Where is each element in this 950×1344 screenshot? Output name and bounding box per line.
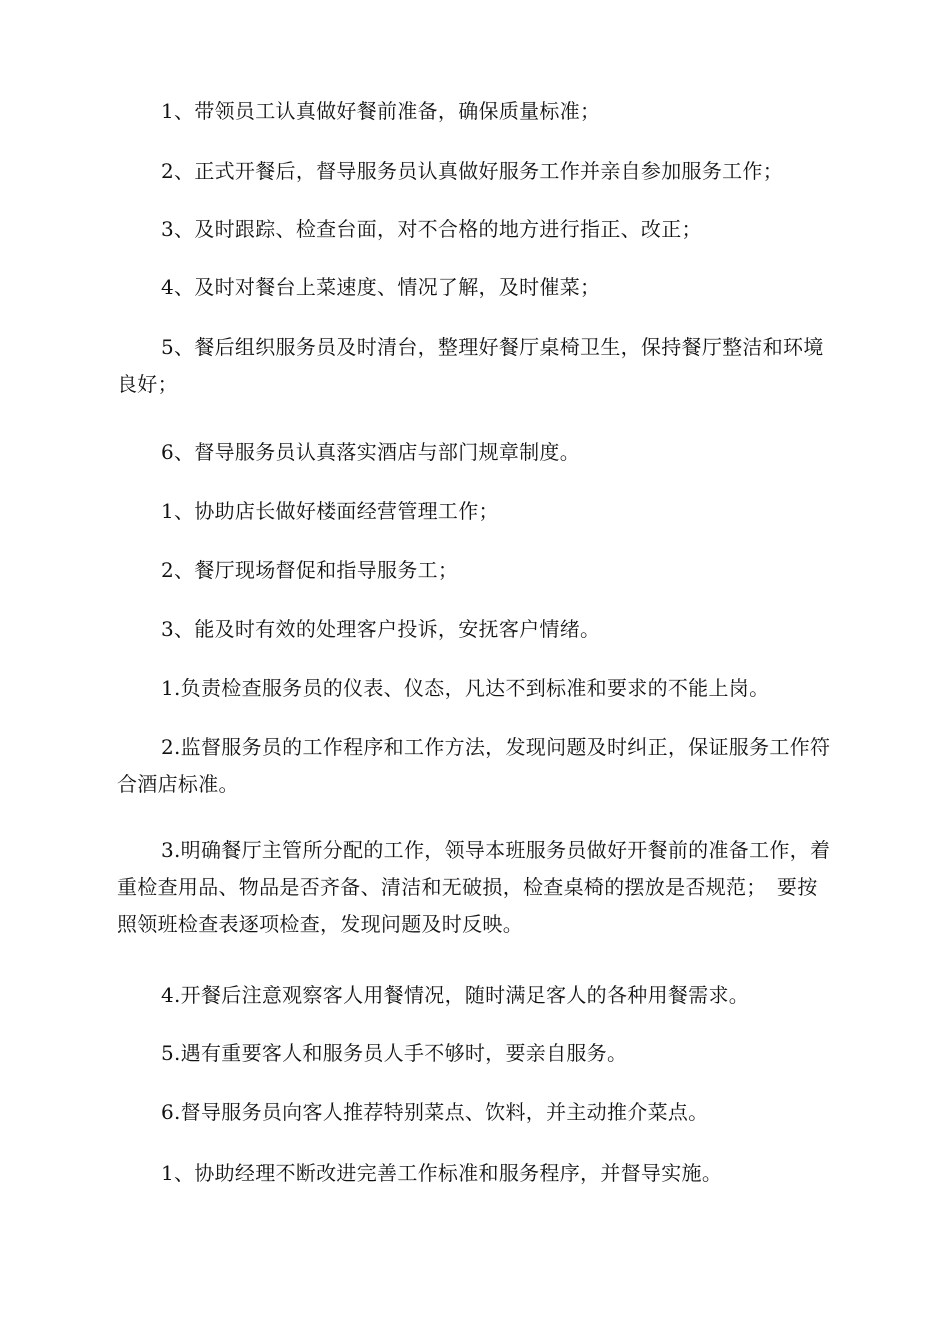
paragraph-10: 1.负责检查服务员的仪表、仪态，凡达不到标准和要求的不能上岗。 [161, 676, 770, 700]
paragraph-13: 4.开餐后注意观察客人用餐情况，随时满足客人的各种用餐需求。 [161, 983, 750, 1007]
paragraph-9: 3、能及时有效的处理客户投诉，安抚客户情绪。 [161, 617, 601, 641]
paragraph-12: 3.明确餐厅主管所分配的工作，领导本班服务员做好开餐前的准备工作，着重检查用品、物品是否齐备、清洁和无破损，检查桌椅的摆放是否规范； 要按照领班检查表逐项检查，发现问题及时反映。 [117, 838, 831, 936]
paragraph-2: 2、正式开餐后，督导服务员认真做好服务工作并亲自参加服务工作； [161, 159, 784, 183]
paragraph-1: 1、带领员工认真做好餐前准备，确保质量标准； [161, 99, 601, 123]
paragraph-6: 6、督导服务员认真落实酒店与部门规章制度。 [161, 440, 581, 464]
paragraph-14: 5.遇有重要客人和服务员人手不够时，要亲自服务。 [161, 1041, 628, 1065]
paragraph-4: 4、及时对餐台上菜速度、情况了解，及时催菜； [161, 275, 601, 299]
paragraph-16: 1、协助经理不断改进完善工作标准和服务程序，并督导实施。 [161, 1161, 723, 1185]
paragraph-11: 2.监督服务员的工作程序和工作方法，发现问题及时纠正，保证服务工作符合酒店标准。 [117, 735, 831, 796]
paragraph-3: 3、及时跟踪、检查台面，对不合格的地方进行指正、改正； [161, 217, 702, 241]
paragraph-5: 5、餐后组织服务员及时清台，整理好餐厅桌椅卫生，保持餐厅整洁和环境良好； [117, 335, 824, 396]
paragraph-15: 6.督导服务员向客人推荐特别菜点、饮料，并主动推介菜点。 [161, 1100, 709, 1124]
paragraph-8: 2、餐厅现场督促和指导服务工； [161, 558, 459, 582]
paragraph-7: 1、协助店长做好楼面经营管理工作； [161, 499, 499, 523]
